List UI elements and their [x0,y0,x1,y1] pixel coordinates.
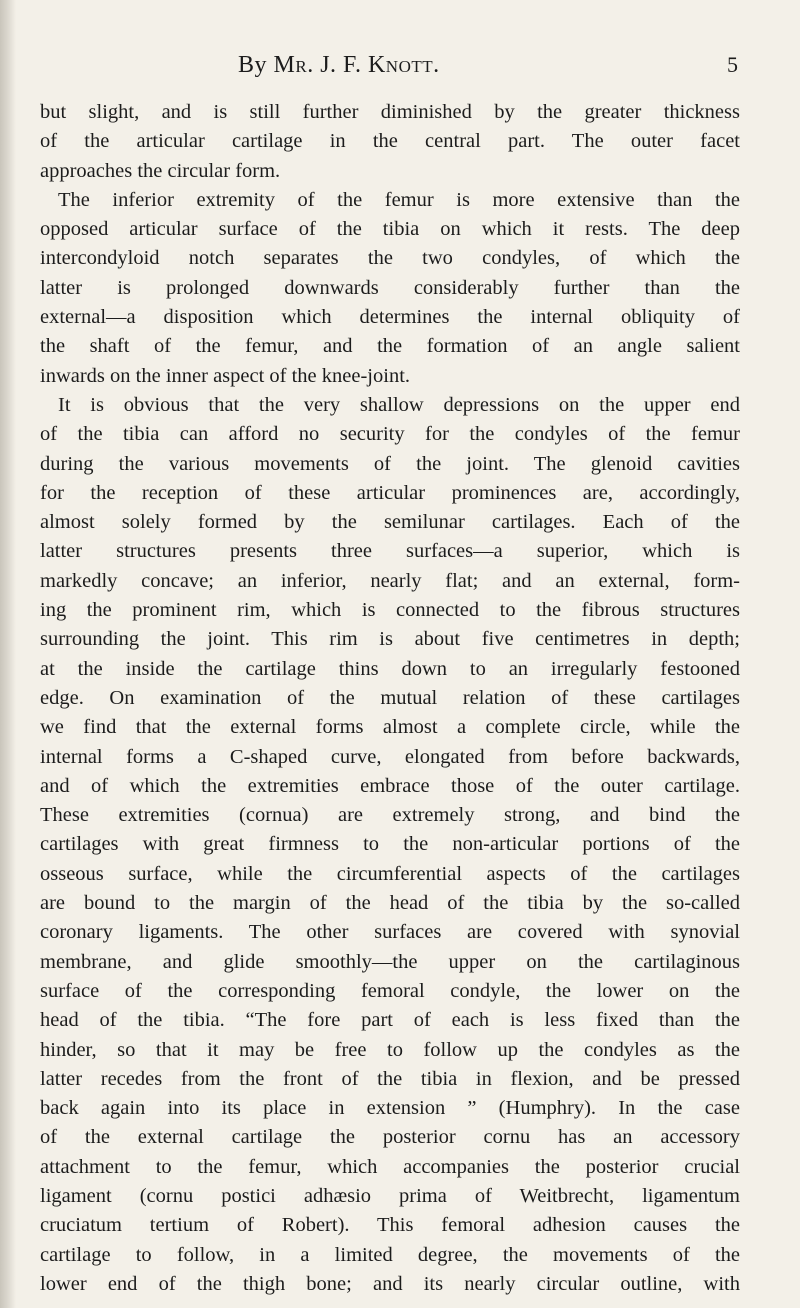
text-line: but slight, and is still further diminished by the greater thickness [40,101,740,123]
text-line: intercondyloid notch separates the two condyles, of which the [40,247,740,270]
text-line: inwards on the inner aspect of the knee-joint. [40,364,411,387]
text-line: the shaft of the femur, and the formation of an angle salient [40,335,740,358]
page-number: 5 [727,52,738,77]
text-line: attachment to the femur, which accompanies the posterior crucial [40,1155,740,1178]
text-line: surface of the corresponding femoral condyle, the lower on the [40,979,740,1002]
text-line: back again into its place in extension ” (Humphry). In the case [40,1097,740,1120]
text-line: opposed articular surface of the tibia on which it rests. The deep [40,218,740,241]
text-line: ing the prominent rim, which is connected to the fibrous structures [40,599,740,622]
text-line: during the various movements of the joint. The glenoid cavities [40,452,740,475]
text-line: membrane, and glide smoothly—the upper on the cartilaginous [40,950,740,973]
page-edge-shadow [0,0,16,1308]
text-line: osseous surface, while the circumferential aspects of the cartilages [40,862,740,885]
text-line: cruciatum tertium of Robert). This femoral adhesion causes the [40,1214,740,1237]
text-line: of the articular cartilage in the central part. The outer facet [40,130,740,153]
author-name: Mr. J. F. Knott. [273,52,440,78]
text-line: are bound to the margin of the head of the tibia by the so-called [40,892,740,915]
text-line: external—a disposition which determines the internal obliquity of [40,306,740,329]
text-line: approaches the circular form. [40,159,281,182]
text-line: cartilage to follow, in a limited degree, the movements of the [40,1243,740,1266]
text-line: latter structures presents three surfaces—a superior, which is [40,540,740,563]
author-prefix: By [238,52,274,78]
text-line: of the external cartilage the posterior cornu has an accessory [40,1126,740,1149]
text-line: latter is prolonged downwards considerably further than the [40,276,740,299]
text-line: head of the tibia. “The fore part of each is less fixed than the [40,1009,740,1032]
text-line: and of which the extremities embrace those of the outer cartilage. [40,774,740,797]
text-line: hinder, so that it may be free to follow up the condyles as the [40,1038,740,1061]
text-line: internal forms a C-shaped curve, elongated from before backwards, [40,745,740,768]
text-line: The inferior extremity of the femur is more extensive than the [58,188,740,211]
text-line: lower end of the thigh bone; and its nearly circular outline, with [40,1272,740,1295]
running-header [0,52,800,82]
body-text [40,98,740,1299]
author-line [238,52,440,79]
text-line: we find that the external forms almost a complete circle, while the [40,716,740,739]
text-line: of the tibia can afford no security for the condyles of the femur [40,423,740,446]
text-line: ligament (cornu postici adhæsio prima of Weitbrecht, ligamentum [40,1184,740,1207]
text-line: almost solely formed by the semilunar cartilages. Each of the [40,511,740,534]
text-line: These extremities (cornua) are extremely strong, and bind the [40,804,740,827]
text-line: coronary ligaments. The other surfaces are covered with synovial [40,921,740,944]
text-line: markedly concave; an inferior, nearly flat; and an external, form- [40,569,740,592]
text-line: edge. On examination of the mutual relation of these cartilages [40,686,740,709]
text-line: surrounding the joint. This rim is about five centimetres in depth; [40,628,740,651]
text-line: cartilages with great firmness to the non-articular portions of the [40,833,740,856]
text-line: latter recedes from the front of the tibia in flexion, and be pressed [40,1067,740,1090]
text-line: at the inside the cartilage thins down to an irregularly festooned [40,657,740,680]
text-line: for the reception of these articular prominences are, accordingly, [40,481,740,504]
text-line: It is obvious that the very shallow depressions on the upper end [58,393,740,416]
